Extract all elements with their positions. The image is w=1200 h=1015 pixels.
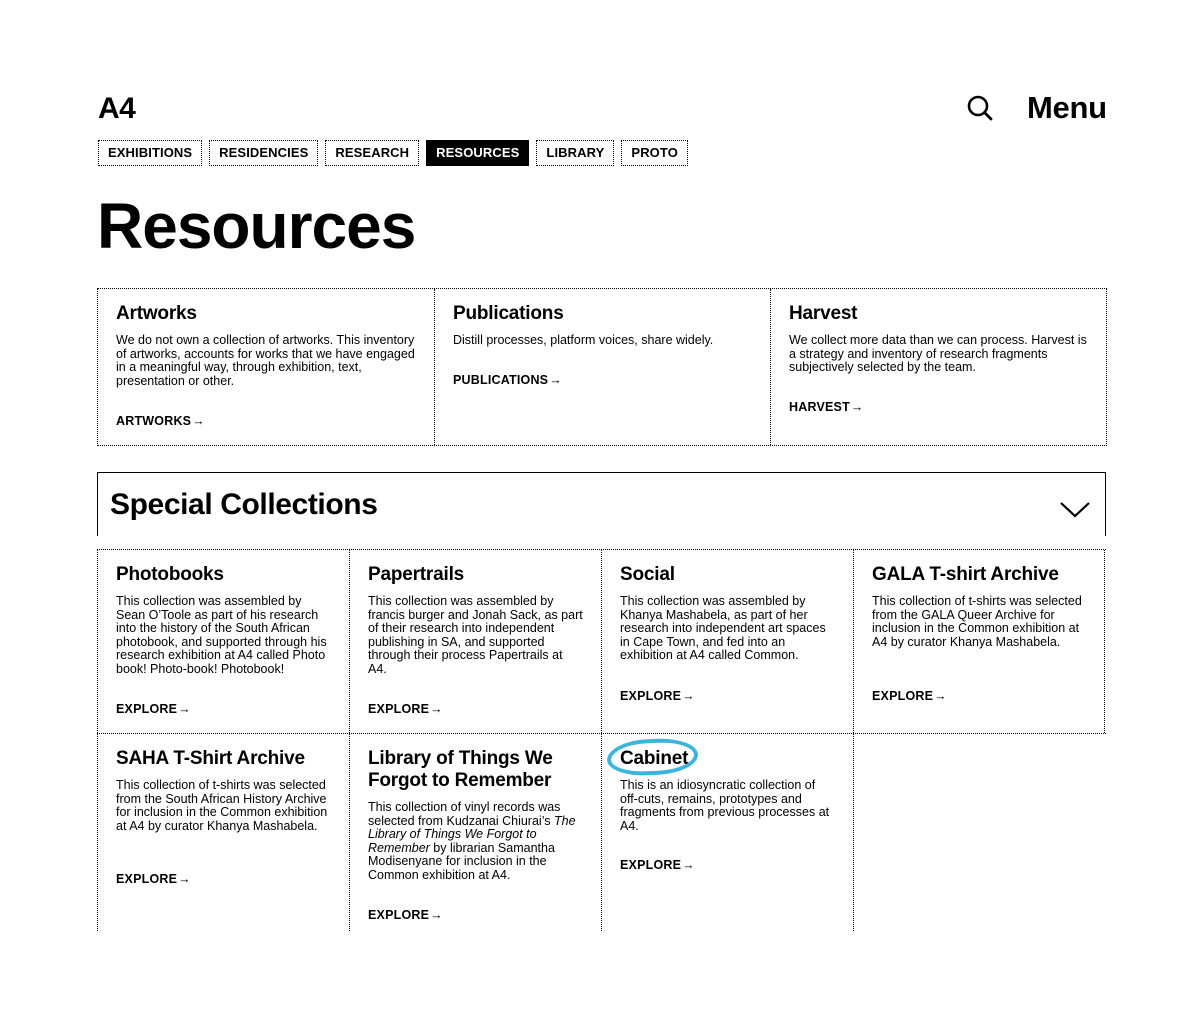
nav-item-library[interactable]: LIBRARY xyxy=(536,140,614,166)
collection-card-library-of-things xyxy=(349,734,601,931)
explore-link[interactable] xyxy=(368,702,443,716)
card-title: Harvest xyxy=(789,303,858,324)
card-title: Cabinet xyxy=(620,748,689,769)
card-title: Publications xyxy=(453,303,564,324)
explore-link[interactable] xyxy=(116,872,191,886)
special-collections-grid xyxy=(97,549,1106,931)
collection-card-papertrails xyxy=(349,550,601,733)
special-collections-toggle[interactable] xyxy=(97,472,1106,536)
description-text: This collection of vinyl records was selected from Kudzanai Chiurai’s xyxy=(368,800,561,828)
link-label: EXPLORE xyxy=(620,689,682,703)
collection-card-gala xyxy=(853,550,1105,733)
arrow-right-icon: → xyxy=(934,689,947,703)
artwork-title: The Library of Things We Forgot to Remember xyxy=(368,813,576,855)
arrow-right-icon: → xyxy=(178,702,191,716)
collection-card-photobooks xyxy=(97,550,349,733)
collections-row xyxy=(97,549,1106,734)
publications-link[interactable] xyxy=(453,373,562,387)
nav-item-resources[interactable]: RESOURCES xyxy=(426,140,529,166)
card-description: This collection was assembled by Sean O’Toole as part of his research into the history of the South African photobook, and supported through his research exhibition at A4 called Photo book! Photo-book! Photobook! xyxy=(116,594,327,676)
page-title: Resources xyxy=(97,190,416,262)
link-label: ARTWORKS xyxy=(116,414,192,428)
card-title: SAHA T-Shirt Archive xyxy=(116,748,305,769)
resource-cards xyxy=(97,288,1107,446)
nav-item-residencies[interactable]: RESIDENCIES xyxy=(209,140,318,166)
link-label: EXPLORE xyxy=(116,872,178,886)
link-label: PUBLICATIONS xyxy=(453,373,549,387)
collection-card-saha xyxy=(97,734,349,931)
link-label: EXPLORE xyxy=(620,858,682,872)
link-label: EXPLORE xyxy=(368,908,430,922)
arrow-right-icon: → xyxy=(682,689,695,703)
card-description: We collect more data than we can process. Harvest is a strategy and inventory of research fragments subjectively selected by the team. xyxy=(789,333,1087,375)
empty-cell xyxy=(853,734,1105,931)
card-title: Papertrails xyxy=(368,564,465,585)
arrow-right-icon: → xyxy=(178,872,191,886)
explore-link[interactable] xyxy=(368,908,443,922)
arrow-right-icon: → xyxy=(430,908,443,922)
card-description xyxy=(368,801,583,883)
collection-card-social xyxy=(601,550,853,733)
card-title: GALA T-shirt Archive xyxy=(872,564,1059,585)
nav-item-exhibitions[interactable]: EXHIBITIONS xyxy=(98,140,202,166)
arrow-right-icon: → xyxy=(549,373,562,387)
card-description: This collection was assembled by francis burger and Jonah Sack, as part of their research into independent publishing in SA, and supported through their process Papertrails at A4. xyxy=(368,594,583,676)
section-title: Special Collections xyxy=(110,488,378,521)
arrow-right-icon: → xyxy=(682,858,695,872)
card-title: Library of Things We Forgot to Remember xyxy=(368,748,553,791)
arrow-right-icon: → xyxy=(430,702,443,716)
explore-link[interactable] xyxy=(620,689,695,703)
arrow-right-icon: → xyxy=(192,414,205,428)
link-label: HARVEST xyxy=(789,400,850,414)
resource-card-artworks xyxy=(98,289,434,445)
card-description: This collection of t-shirts was selected from the South African History Archive for inclusion in the Common exhibition at A4 by curator Khanya Mashabela. xyxy=(116,778,328,833)
card-description: Distill processes, platform voices, share widely. xyxy=(453,333,714,347)
explore-link[interactable] xyxy=(116,702,191,716)
description-text: by librarian Samantha Modisenyane for inclusion in the Common exhibition at A4. xyxy=(368,840,555,882)
explore-link[interactable] xyxy=(872,689,947,703)
link-label: EXPLORE xyxy=(872,689,934,703)
search-icon[interactable] xyxy=(966,94,994,122)
card-title: Social xyxy=(620,564,675,585)
main-nav xyxy=(98,140,688,166)
arrow-right-icon: → xyxy=(850,400,864,414)
card-description: This collection was assembled by Khanya Mashabela, as part of her research into independent art spaces in Cape Town, and fed into an exhibition at A4 called Common. xyxy=(620,594,826,663)
explore-link[interactable] xyxy=(620,858,695,872)
card-description: This is an idiosyncratic collection of off-cuts, remains, prototypes and fragments from previous processes at A4. xyxy=(620,778,830,833)
chevron-down-icon xyxy=(1059,499,1091,519)
collection-card-cabinet xyxy=(601,734,853,931)
harvest-link[interactable] xyxy=(789,400,864,414)
resource-card-publications xyxy=(434,289,770,445)
card-title: Photobooks xyxy=(116,564,224,585)
nav-item-proto[interactable]: PROTO xyxy=(621,140,688,166)
menu-button[interactable]: Menu xyxy=(1027,90,1107,125)
link-label: EXPLORE xyxy=(368,702,430,716)
card-title: Artworks xyxy=(116,303,197,324)
card-description: We do not own a collection of artworks. This inventory of artworks, accounts for works that we have engaged in a meaningful way, through exhibition, text, presentation or other. xyxy=(116,333,415,388)
collections-row xyxy=(97,734,1106,931)
resource-card-harvest xyxy=(770,289,1106,445)
card-description: This collection of t-shirts was selected from the GALA Queer Archive for inclusion in the Common exhibition at A4 by curator Khanya Mashabela. xyxy=(872,594,1082,649)
link-label: EXPLORE xyxy=(116,702,178,716)
artworks-link[interactable] xyxy=(116,414,205,428)
nav-item-research[interactable]: RESEARCH xyxy=(325,140,419,166)
site-logo[interactable]: A4 xyxy=(98,92,136,125)
